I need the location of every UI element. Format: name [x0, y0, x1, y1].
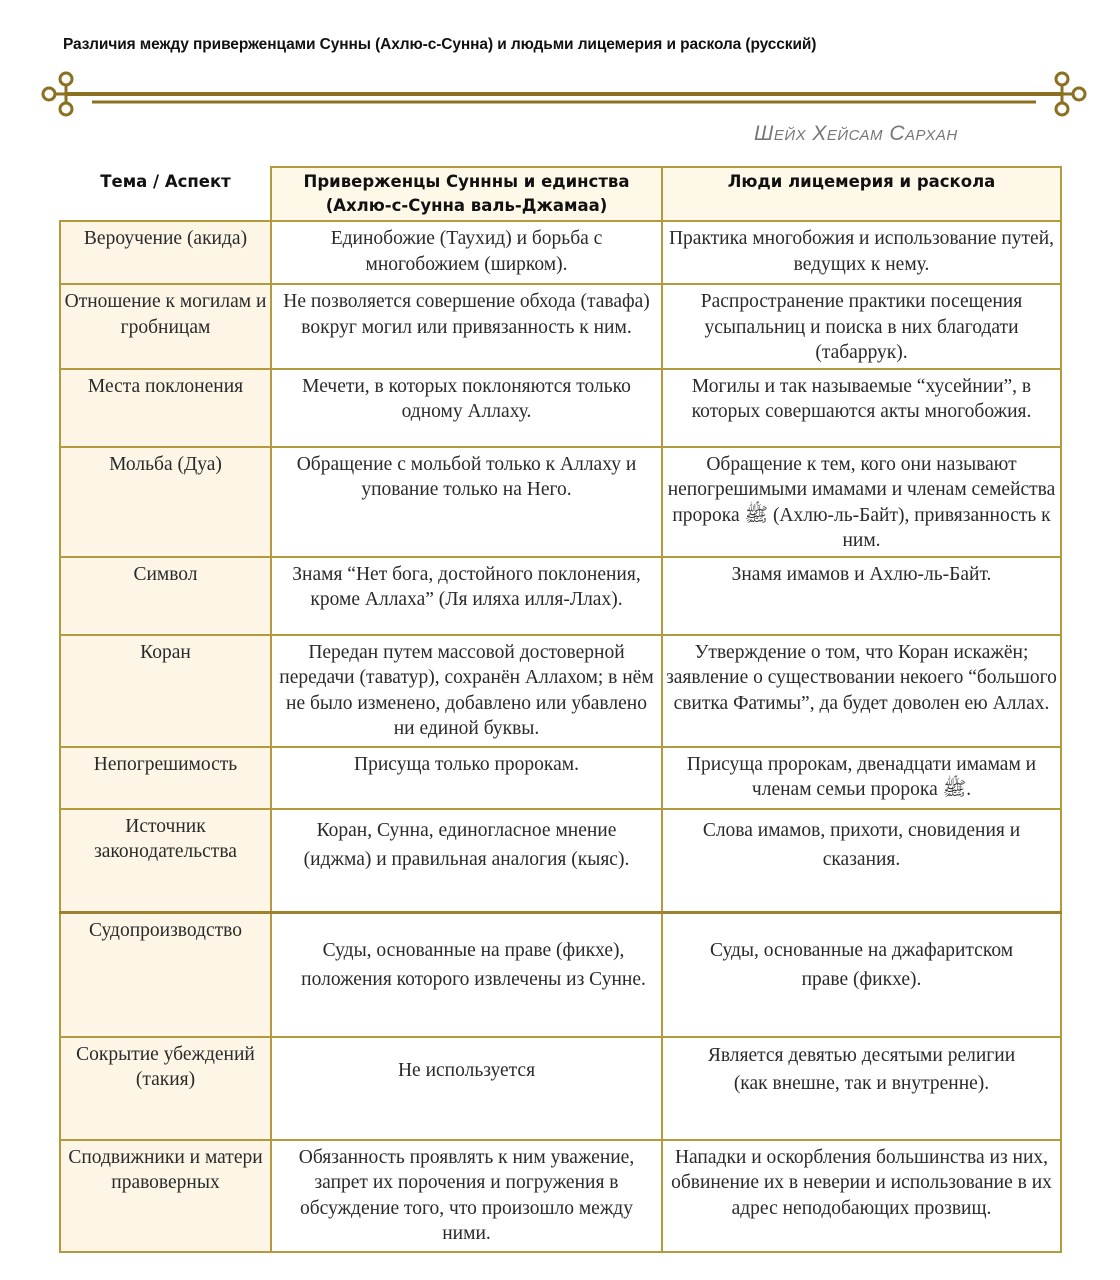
- row-sunnah: Передан путем массовой достоверной передачи (таватур), сохранён Аллахом; в нём не было изменено, добавлено или убавлено ни единой буквы.: [271, 635, 662, 747]
- row-topic: Судопроизводство: [60, 913, 271, 1037]
- row-other: Является девятью десятыми религии (как внешне, так и внутренне).: [662, 1037, 1061, 1140]
- document-title: Различия между приверженцами Сунны (Ахлю-с-Сунна) и людьми лицемерия и раскола (русский): [63, 36, 817, 53]
- header-topic: Тема / Аспект: [60, 167, 271, 221]
- row-other: Обращение к тем, кого они называют непогрешимыми имамами и членам семейства пророка ﷺ (Ахлю-ль-Байт), привязанность к ним.: [662, 447, 1061, 557]
- row-topic: Места поклонения: [60, 369, 271, 447]
- row-topic: Коран: [60, 635, 271, 747]
- row-topic: Вероучение (акида): [60, 221, 271, 284]
- table-row: [60, 557, 1061, 635]
- table-row: [60, 1037, 1061, 1140]
- author-name: Шейх Хейсам Сархан: [754, 122, 958, 145]
- row-other: Практика многобожия и использование путей, ведущих к нему.: [662, 221, 1061, 284]
- table-row: [60, 447, 1061, 557]
- table-row: [60, 284, 1061, 369]
- row-sunnah: Присуща только пророкам.: [271, 747, 662, 809]
- row-other: Присуща пророкам, двенадцати имамам и членам семьи пророка ﷺ.: [662, 747, 1061, 809]
- row-other: Знамя имамов и Ахлю-ль-Байт.: [662, 557, 1061, 635]
- table-row: [60, 635, 1061, 747]
- row-other: Суды, основанные на джафаритском праве (фикхе).: [662, 913, 1061, 1037]
- row-sunnah: Обязанность проявлять к ним уважение, запрет их порочения и погружения в обсуждение того, что произошло между ними.: [271, 1140, 662, 1252]
- row-topic: Мольба (Дуа): [60, 447, 271, 557]
- row-other: Нападки и оскорбления большинства из них, обвинение их в неверии и использование в их адрес неподобающих прозвищ.: [662, 1140, 1061, 1252]
- row-topic: Источник законодательства: [60, 809, 271, 913]
- table-row: [60, 221, 1061, 284]
- comparison-table: [59, 166, 1062, 1253]
- row-other: Могилы и так называемые “хусейнии”, в которых совершаются акты многобожия.: [662, 369, 1061, 447]
- table-row: [60, 1140, 1061, 1252]
- table-row: [60, 913, 1061, 1037]
- row-sunnah: Суды, основанные на праве (фикхе), положения которого извлечены из Сунне.: [271, 913, 662, 1037]
- table-header-row: [60, 167, 1061, 221]
- row-sunnah: Обращение с мольбой только к Аллаху и упование только на Него.: [271, 447, 662, 557]
- row-sunnah: Не позволяется совершение обхода (тавафа) вокруг могил или привязанность к ним.: [271, 284, 662, 369]
- row-other: Слова имамов, прихоти, сновидения и сказания.: [662, 809, 1061, 913]
- header-other: Люди лицемерия и раскола: [662, 167, 1061, 221]
- row-topic: Отношение к могилам и гробницам: [60, 284, 271, 369]
- row-sunnah: Единобожие (Таухид) и борьба с многобожием (ширком).: [271, 221, 662, 284]
- row-topic: Символ: [60, 557, 271, 635]
- row-sunnah: Коран, Сунна, единогласное мнение (иджма) и правильная аналогия (кыяс).: [271, 809, 662, 913]
- row-sunnah: Знамя “Нет бога, достойного поклонения, кроме Аллаха” (Ля иляха илля-Ллах).: [271, 557, 662, 635]
- row-topic: Сокрытие убеждений (такия): [60, 1037, 271, 1140]
- row-other: Утверждение о том, что Коран искажён; заявление о существовании некоего “большого свитка Фатимы”, да будет доволен ею Аллах.: [662, 635, 1061, 747]
- header-sunnah: Приверженцы Суннны и единства (Ахлю-с-Сунна валь-Джамаа): [271, 167, 662, 221]
- ornament-divider: [38, 70, 1090, 118]
- row-sunnah: Не используется: [271, 1037, 662, 1140]
- row-sunnah: Мечети, в которых поклоняются только одному Аллаху.: [271, 369, 662, 447]
- table-row: [60, 747, 1061, 809]
- row-topic: Сподвижники и матери правоверных: [60, 1140, 271, 1252]
- table-row: [60, 369, 1061, 447]
- row-other: Распространение практики посещения усыпальниц и поиска в них благодати (табаррук).: [662, 284, 1061, 369]
- table-row: [60, 809, 1061, 913]
- row-topic: Непогрешимость: [60, 747, 271, 809]
